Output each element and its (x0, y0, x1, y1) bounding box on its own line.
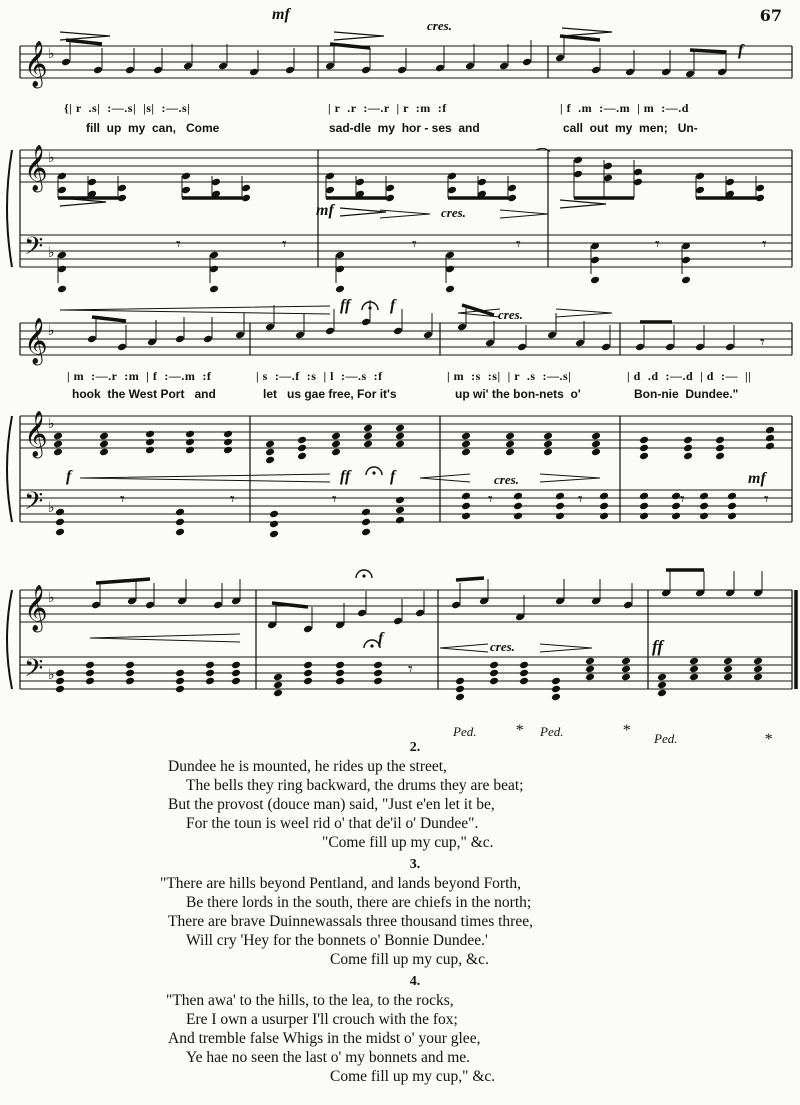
treble-clef: 𝄞 (24, 411, 48, 457)
note-head (175, 685, 185, 694)
note-head (99, 448, 109, 457)
bass-clef: 𝄢 (24, 232, 44, 267)
fermata-dot (370, 644, 373, 647)
beam (456, 578, 484, 580)
dynamic-f: f (66, 468, 72, 485)
treble-clef: 𝄞 (24, 585, 48, 631)
note-head (657, 681, 667, 690)
diminuendo-hairpin (540, 474, 600, 482)
key-signature-flat: ♭ (48, 245, 55, 261)
dynamic-cres: cres. (427, 18, 452, 33)
key-signature-flat: ♭ (48, 323, 55, 339)
key-signature-flat: ♭ (48, 46, 55, 62)
note-head (145, 446, 155, 455)
treble-clef: 𝄞 (24, 318, 48, 364)
note-head (395, 440, 405, 449)
note-head (55, 518, 65, 527)
note-head (621, 657, 631, 666)
solfa-measure: | d .d :—.d | d :— || (627, 369, 752, 383)
note-head (551, 677, 561, 686)
crescendo-hairpin (80, 474, 330, 482)
eighth-rest: 𝄾 (516, 234, 521, 255)
note-head (683, 452, 693, 461)
note-head (591, 440, 601, 449)
fermata-dot (372, 471, 375, 474)
note-head (753, 657, 763, 666)
note-head (363, 440, 373, 449)
solfa-measure: | r .r :—.r | r :m :f (328, 101, 447, 115)
note-head (489, 677, 499, 686)
note-head (551, 693, 561, 702)
note-head (639, 492, 649, 501)
note-head (555, 492, 565, 501)
note-head (455, 677, 465, 686)
note-head (335, 285, 345, 294)
verse-line: "Then awa' to the hills, to the lea, to the rocks, (166, 992, 454, 1009)
solfa-measure: | m :s :s| | r .s :—.s| (447, 369, 572, 383)
eighth-rest: 𝄾 (680, 489, 685, 510)
note-head (639, 512, 649, 521)
note-head (715, 444, 725, 453)
note-head (591, 448, 601, 457)
note-head (551, 685, 561, 694)
note-head (599, 492, 609, 501)
note-head (265, 456, 275, 465)
fermata-dot (368, 306, 371, 309)
note-head (331, 440, 341, 449)
note-head (145, 430, 155, 439)
key-signature-flat: ♭ (48, 150, 55, 166)
note-head (727, 492, 737, 501)
pedal-mark: Ped. (540, 724, 564, 739)
note-head (599, 512, 609, 521)
note-head (519, 669, 529, 678)
note-head (125, 669, 135, 678)
note-head (99, 440, 109, 449)
note-head (505, 448, 515, 457)
note-head (585, 665, 595, 674)
note-head (205, 661, 215, 670)
verse-number: 4. (409, 974, 421, 989)
diminuendo-hairpin (556, 309, 612, 317)
note-head (715, 436, 725, 445)
diminuendo-hairpin (540, 644, 592, 652)
lyric-line: fill up my can, Come (86, 121, 220, 135)
bass-clef: 𝄢 (24, 654, 44, 689)
eighth-rest: 𝄾 (760, 332, 765, 353)
note-head (723, 673, 733, 682)
note-head (55, 528, 65, 537)
note-head (461, 492, 471, 501)
treble-clef: 𝄞 (24, 41, 48, 87)
solfa-measure: | m :—.r :m | f :—.m :f (67, 369, 212, 383)
crescendo-hairpin (440, 644, 488, 652)
note-head (231, 661, 241, 670)
crescendo-hairpin (90, 634, 240, 642)
key-signature-flat: ♭ (48, 416, 55, 432)
note-head (223, 446, 233, 455)
note-head (591, 432, 601, 441)
note-head (125, 661, 135, 670)
note-head (185, 446, 195, 455)
note-head (273, 681, 283, 690)
note-head (753, 673, 763, 682)
note-head (461, 432, 471, 441)
note-head (727, 512, 737, 521)
note-head (185, 430, 195, 439)
diminuendo-hairpin (500, 210, 548, 218)
dynamic-ff: ff (652, 637, 664, 656)
crescendo-hairpin (60, 306, 330, 314)
note-head (269, 520, 279, 529)
note-head (657, 689, 667, 698)
note-head (639, 452, 649, 461)
note-head (543, 432, 553, 441)
note-head (727, 502, 737, 511)
beam (690, 50, 726, 52)
crescendo-hairpin (420, 474, 470, 482)
lyric-line: up wi' the bon-nets o' (455, 387, 581, 401)
note-head (335, 677, 345, 686)
solfa-measure: | s :—.f :s | l :—.s :f (256, 369, 383, 383)
verse-line: The bells they ring backward, the drums they are beat; (186, 777, 524, 794)
dynamic-cres: cres. (441, 205, 466, 220)
brace (7, 150, 12, 267)
eighth-rest: 𝄾 (408, 659, 413, 680)
verse-line: And tremble false Whigs in the midst o' your glee, (168, 1030, 481, 1047)
note-head (55, 677, 65, 686)
note-head (683, 444, 693, 453)
eighth-rest: 𝄾 (120, 489, 125, 510)
bass-clef: 𝄢 (24, 487, 44, 522)
lyric-line: hook the West Port and (72, 387, 216, 401)
note-head (543, 440, 553, 449)
note-head (361, 518, 371, 527)
note-head (639, 502, 649, 511)
verse-line: Come fill up my cup, &c. (330, 951, 489, 968)
note-head (53, 440, 63, 449)
note-head (657, 673, 667, 682)
note-head (85, 661, 95, 670)
note-head (585, 673, 595, 682)
note-head (175, 669, 185, 678)
verse-line: Ere I own a usurper I'll crouch with the fox; (186, 1011, 458, 1028)
note-head (513, 492, 523, 501)
note-head (185, 438, 195, 447)
lyric-line: Bon-nie Dundee." (634, 387, 739, 401)
eighth-rest: 𝄾 (332, 489, 337, 510)
note-head (639, 436, 649, 445)
key-signature-flat: ♭ (48, 500, 55, 516)
lyric-line: let us gae free, For it's (263, 387, 397, 401)
note-head (175, 508, 185, 517)
beam (330, 44, 370, 48)
note-head (53, 432, 63, 441)
eighth-rest: 𝄾 (578, 489, 583, 510)
accent-mark (340, 208, 386, 216)
note-head (395, 432, 405, 441)
accent-mark (60, 32, 110, 40)
dynamic-mf: mf (272, 6, 290, 23)
note-head (303, 661, 313, 670)
note-head (461, 502, 471, 511)
accent-mark (334, 32, 384, 40)
note-head (519, 677, 529, 686)
note-head (461, 512, 471, 521)
note-head (519, 661, 529, 670)
note-head (265, 440, 275, 449)
page-number: 67 (759, 6, 782, 25)
note-head (205, 669, 215, 678)
note-head (53, 448, 63, 457)
note-head (395, 424, 405, 433)
note-head (461, 448, 471, 457)
note-head (765, 434, 775, 443)
verse-number: 3. (409, 857, 421, 872)
note-head (331, 432, 341, 441)
note-head (513, 512, 523, 521)
note-head (689, 657, 699, 666)
note-head (223, 430, 233, 439)
note-head (361, 508, 371, 517)
note-head (297, 452, 307, 461)
dynamic-f: f (390, 297, 396, 314)
brace (7, 416, 12, 522)
dynamic-cres: cres. (498, 307, 523, 322)
accent-mark (560, 200, 606, 208)
verse-line: Will cry 'Hey for the bonnets o' Bonnie Dundee.' (186, 932, 488, 949)
note-head (269, 530, 279, 539)
dynamic-f: f (738, 42, 744, 59)
note-head (599, 502, 609, 511)
dynamic-ff: ff (340, 468, 351, 485)
verse-line: Be there lords in the south, there are chiefs in the north; (186, 894, 532, 911)
eighth-rest: 𝄾 (488, 489, 493, 510)
note-head (209, 285, 219, 294)
verse-line: But the provost (douce man) said, "Just e'en let it be, (168, 796, 495, 813)
note-head (455, 693, 465, 702)
eighth-rest: 𝄾 (230, 489, 235, 510)
note-head (297, 436, 307, 445)
note-head (681, 276, 691, 285)
note-head (273, 673, 283, 682)
note-head (145, 438, 155, 447)
note-head (175, 677, 185, 686)
verse-number: 2. (409, 740, 421, 755)
note-head (699, 492, 709, 501)
solfa-measure: {| r .s| :—.s| |s| :—.s| (64, 101, 191, 115)
verse-line: There are brave Duinnewassals three thousand times three, (168, 913, 533, 930)
eighth-rest: 𝄾 (282, 234, 287, 255)
note-head (689, 673, 699, 682)
brace (7, 590, 12, 689)
note-head (205, 677, 215, 686)
solfa-measure: | f .m :—.m | m :—.d (560, 101, 689, 115)
verse-line: Dundee he is mounted, he rides up the street, (168, 758, 447, 775)
note-head (361, 528, 371, 537)
diminuendo-hairpin (380, 210, 430, 218)
accent-mark (562, 28, 612, 36)
note-head (55, 508, 65, 517)
dynamic-f: f (378, 630, 384, 647)
note-head (395, 496, 405, 505)
beam (560, 36, 600, 40)
eighth-rest: 𝄾 (762, 234, 767, 255)
note-head (99, 432, 109, 441)
note-head (303, 669, 313, 678)
pedal-release-mark: * (764, 731, 772, 748)
dynamic-f: f (390, 468, 396, 485)
note-head (55, 685, 65, 694)
dynamic-mf: mf (748, 470, 766, 487)
note-head (555, 512, 565, 521)
pedal-release-mark: * (515, 722, 523, 739)
note-head (57, 285, 67, 294)
note-head (489, 661, 499, 670)
note-head (555, 502, 565, 511)
eighth-rest: 𝄾 (412, 234, 417, 255)
note-head (590, 276, 600, 285)
note-head (765, 442, 775, 451)
pedal-mark: Ped. (453, 724, 477, 739)
dynamic-mf: mf (316, 202, 334, 219)
note-head (373, 677, 383, 686)
note-head (125, 677, 135, 686)
note-head (85, 677, 95, 686)
note-head (335, 669, 345, 678)
note-head (723, 665, 733, 674)
note-head (363, 432, 373, 441)
dynamic-cres: cres. (490, 639, 515, 654)
verse-line: For the toun is weel rid o' that de'il o' Dundee". (186, 815, 479, 832)
lyric-line: sad-dle my hor - ses and (329, 121, 480, 135)
note-head (231, 669, 241, 678)
note-head (683, 436, 693, 445)
pedal-release-mark: * (622, 722, 630, 739)
note-head (223, 438, 233, 447)
note-head (489, 669, 499, 678)
verse-line: "There are hills beyond Pentland, and lands beyond Forth, (160, 875, 522, 892)
note-head (455, 685, 465, 694)
note-head (723, 657, 733, 666)
note-head (373, 669, 383, 678)
note-head (395, 506, 405, 515)
note-head (335, 661, 345, 670)
eighth-rest: 𝄾 (764, 489, 769, 510)
verse-line: Ye hae no seen the last o' my bonnets and me. (186, 1049, 471, 1066)
note-head (85, 669, 95, 678)
beam (92, 317, 126, 321)
verse-line: "Come fill up my cup," &c. (322, 834, 494, 851)
note-head (175, 528, 185, 537)
treble-clef: 𝄞 (24, 145, 48, 191)
dynamic-ff: ff (340, 297, 351, 314)
dynamic-cres: cres. (494, 472, 519, 487)
note-head (297, 444, 307, 453)
note-head (715, 452, 725, 461)
note-head (753, 665, 763, 674)
note-head (699, 502, 709, 511)
note-head (671, 512, 681, 521)
key-signature-flat: ♭ (48, 590, 55, 606)
lyric-line: call out my men; Un- (563, 121, 698, 135)
note-head (461, 440, 471, 449)
note-head (505, 440, 515, 449)
fermata-dot (362, 574, 365, 577)
note-head (303, 677, 313, 686)
note-head (585, 657, 595, 666)
note-head (265, 448, 275, 457)
note-head (621, 665, 631, 674)
note-head (231, 677, 241, 686)
note-head (639, 444, 649, 453)
note-head (689, 665, 699, 674)
note-head (55, 669, 65, 678)
verse-line: Come fill up my cup," &c. (330, 1068, 496, 1085)
note-head (273, 689, 283, 698)
note-head (513, 502, 523, 511)
note-head (175, 518, 185, 527)
note-head (621, 673, 631, 682)
note-head (445, 285, 455, 294)
note-head (331, 448, 341, 457)
note-head (699, 512, 709, 521)
note-head (269, 510, 279, 519)
note-head (505, 432, 515, 441)
note-head (765, 426, 775, 435)
beam (96, 579, 150, 583)
pedal-mark: Ped. (654, 731, 678, 746)
beam (66, 40, 102, 44)
eighth-rest: 𝄾 (176, 234, 181, 255)
note-head (395, 516, 405, 525)
note-head (543, 448, 553, 457)
note-head (363, 424, 373, 433)
note-head (373, 661, 383, 670)
key-signature-flat: ♭ (48, 667, 55, 683)
eighth-rest: 𝄾 (655, 234, 660, 255)
